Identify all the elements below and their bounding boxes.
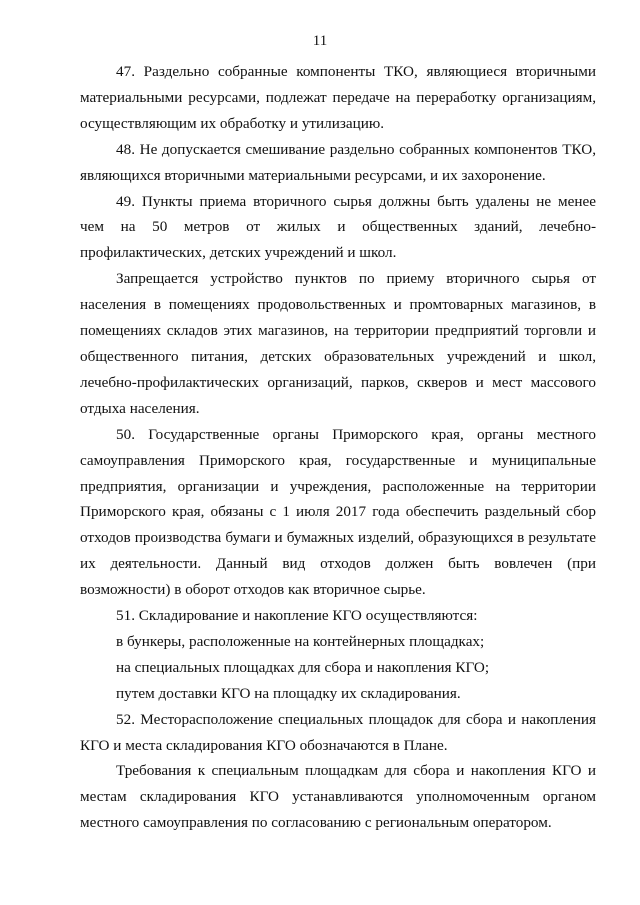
paragraph-51: 51. Складирование и накопление КГО осуществляются: <box>116 607 478 625</box>
paragraph-50: 50. Государственные органы Приморского края, органы местного самоуправления Приморского края, государственные и муниципальные предприятия, организации и учреждения, расположенные на территории Приморского края, обязаны с 1 июля 2017 года обеспечить раздельный сбор отходов производства бумаги и бумажных изделий, образующихся в результате их деятельности. Данный вид отходов должен быть вовлечен (при возможности) в оборот отходов как вторичное сырье. <box>80 425 596 599</box>
paragraph-51-item-1: в бункеры, расположенные на контейнерных площадках; <box>116 632 485 650</box>
paragraph-51-item-3: путем доставки КГО на площадку их складирования. <box>116 684 461 702</box>
paragraph-51-item-2: на специальных площадках для сбора и накопления КГО; <box>116 658 490 676</box>
paragraph-49: 49. Пункты приема вторичного сырья должны быть удалены не менее чем на 50 метров от жилых и общественных зданий, лечебно-профилактических, детских учреждений и школ. <box>80 192 596 262</box>
paragraph-52-requirements: Требования к специальным площадкам для сбора и накопления КГО и местам складирования КГО устанавливаются уполномоченным органом местного самоуправления по согласованию с региональным оператором. <box>80 762 596 832</box>
paragraph-52: 52. Месторасположение специальных площадок для сбора и накопления КГО и места складирования КГО обозначаются в Плане. <box>80 710 596 754</box>
paragraph-49-prohibition: Запрещается устройство пунктов по приему вторичного сырья от населения в помещениях продовольственных и промтоварных магазинов, в помещениях складов этих магазинов, на территории предприятий торговли и общественного питания, детских образовательных учреждений и школ, лечебно-профилактических организаций, парков, скверов и мест массового отдыха населения. <box>80 270 596 417</box>
paragraph-48: 48. Не допускается смешивание раздельно собранных компонентов ТКО, являющихся вторичными материальными ресурсами, и их захоронение. <box>80 140 596 184</box>
paragraph-47: 47. Раздельно собранные компоненты ТКО, являющиеся вторичными материальными ресурсами, подлежат передаче на переработку организациям, осуществляющим их обработку и утилизацию. <box>80 63 596 132</box>
document-body <box>80 59 596 836</box>
page-number: 11 <box>312 33 328 49</box>
